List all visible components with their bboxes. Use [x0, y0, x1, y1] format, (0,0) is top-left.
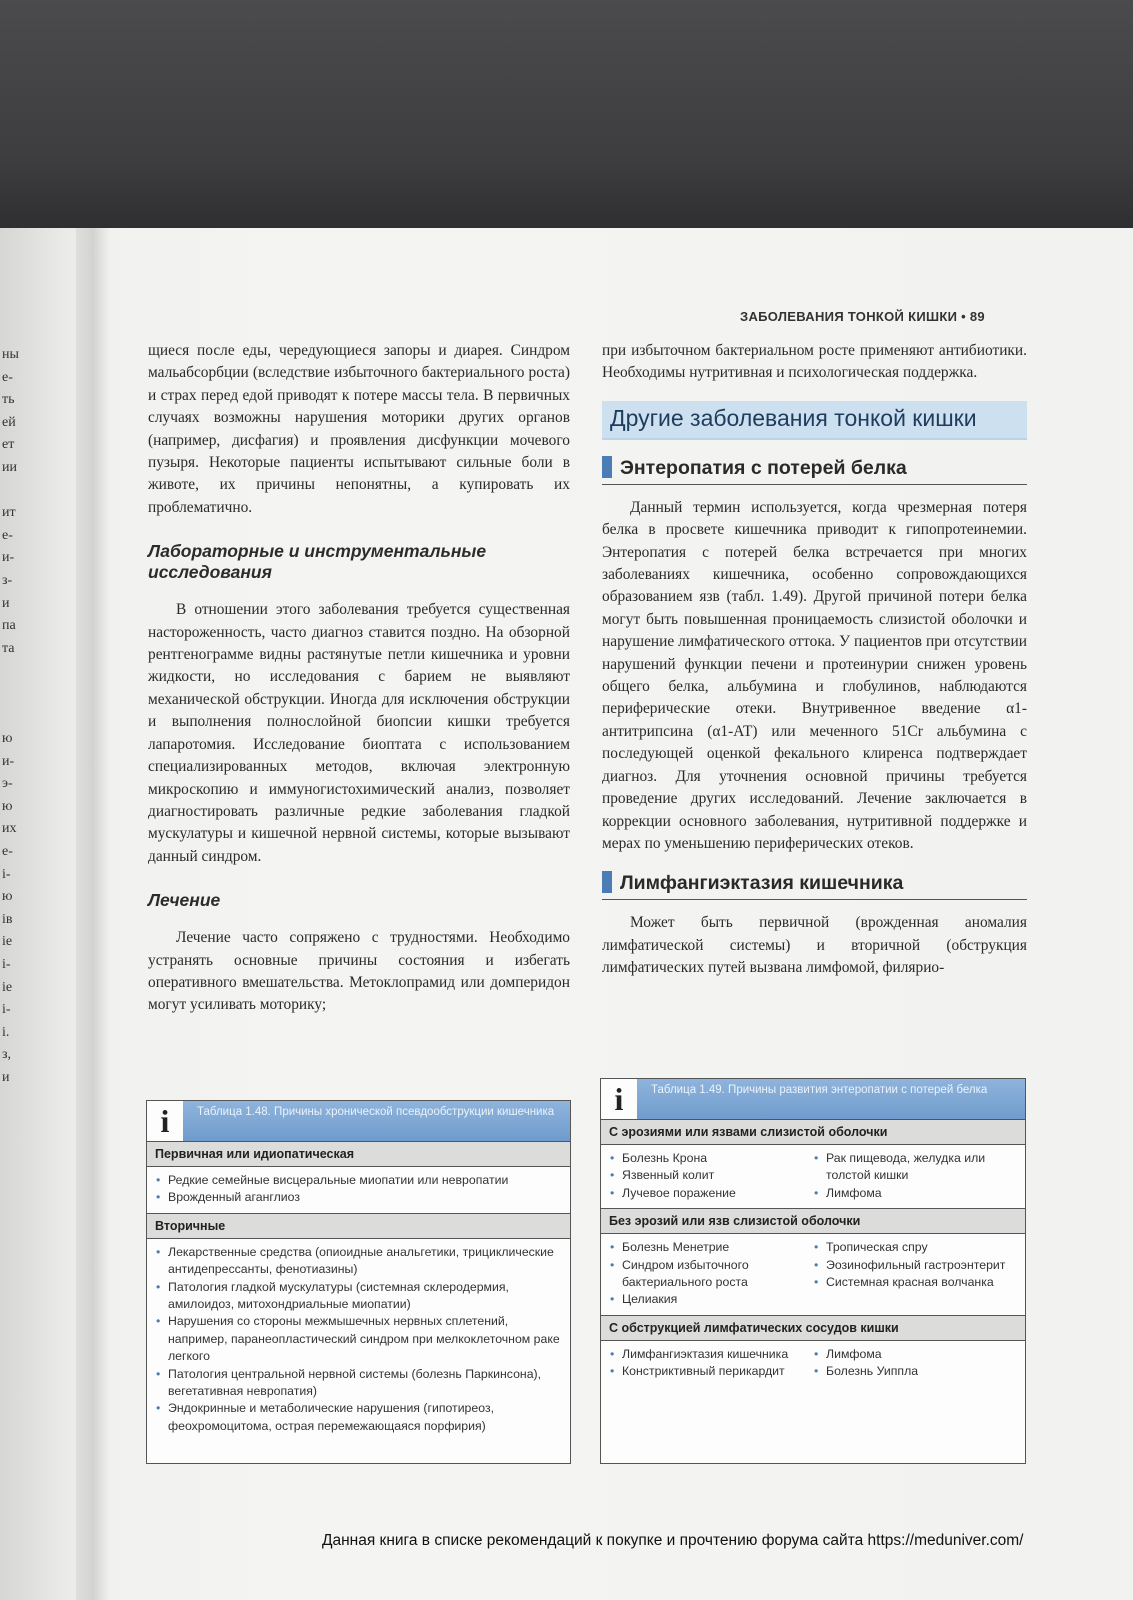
table-section-header: С обструкцией лимфатических сосудов кишки: [601, 1315, 1025, 1341]
page-fragment-text: ии: [2, 459, 17, 475]
page-fragment-text: з,: [2, 1047, 12, 1063]
table-list-item: • Болезнь Уиппла: [813, 1363, 1017, 1380]
page-fragment-text: з-: [2, 572, 13, 588]
right-paragraph-1: при избыточном бактериальном росте применяют антибиотики. Необходимы нутритивная и психологическая поддержка.: [602, 342, 1027, 382]
table-section-header: Без эрозий или язв слизистой оболочки: [601, 1208, 1025, 1234]
page-fragment-text: ю: [2, 731, 13, 747]
page-fragment-text: ей: [2, 414, 16, 430]
subheading-bar-icon: [602, 456, 612, 478]
table-title: Таблица 1.49. Причины развития энтеропатии с потерей белка: [637, 1079, 1025, 1119]
table-list-item: • Констриктивный перикардит: [609, 1363, 813, 1380]
right-column: [602, 340, 1027, 980]
table-list-item: • Лучевое поражение: [609, 1185, 813, 1202]
page-fragment-text: ит: [2, 505, 16, 521]
page-fragment-text: ів: [2, 911, 13, 927]
table-list-item: • Эозинофильный гастроэнтерит: [813, 1257, 1017, 1274]
table-title: Таблица 1.48. Причины хронической псевдообструкции кишечника: [183, 1101, 570, 1141]
table-list-item: • Тропическая спру: [813, 1239, 1017, 1256]
left-paragraph-2: В отношении этого заболевания требуется существенная настороженность, часто диагноз ставится поздно. На обзорной рентгенограмме видны растянутые петли кишечника и уровни жидкости, но исследования с барием не выявляют механической обструкции. Иногда для исключения обструкции и выполнения полнослойной биопсии кишки требуется лапаротомия. Исследование биоптата с использованием специализированных методов, включая электронную микроскопию и иммуногистохимический анализ, позволяет диагностировать различные редкие заболевания гладкой мускулатуры и кишечной нервной системы, которые вызывают данный синдром.: [148, 601, 570, 865]
page-fragment-text: и-: [2, 753, 15, 769]
page-fragment-text: ны: [2, 347, 19, 362]
table-section-header: Вторичные: [147, 1213, 570, 1239]
table-section-header: С эрозиями или язвами слизистой оболочки: [601, 1119, 1025, 1145]
right-paragraph-2: Данный термин используется, когда чрезмерная потеря белка в просвете кишечника приводит к гипопротеинемии. Энтеропатия с потерей белка встречается при многих заболеваниях кишечника, особенно сопровождающихся образованием язв (табл. 1.49). Другой причиной потери белка могут быть повышенная проницаемость слизистой оболочки и нарушение лимфатического оттока. У пациентов при отсутствии нарушений функции печени и протеинурии снижен уровень общего белка, альбумина и глобулинов, наблюдаются периферические отеки. Внутривенное введение α1-антитрипсина (α1-АТ) или меченного 51Cr альбумина с последующей оценкой фекального клиренса подтверждает диагноз. Для уточнения основной причины требуется проведение других исследований. Лечение заключается в коррекции основного заболевания, нутритивной поддержке и мерах по уменьшению периферических отеков.: [602, 498, 1027, 852]
lab-heading: Лабораторные и инструментальные исследования: [148, 541, 487, 583]
subheading-bar-icon: [602, 871, 612, 893]
left-paragraph-1: щиеся после еды, чередующиеся запоры и диарея. Синдром мальабсорбции (вследствие избыточного бактериального роста) и страх перед едой приводят к потере массы тела. В первичных случаях возможны нарушения моторики других органов (например, дисфагия) и проявления дисфункции мочевого пузыря. Некоторые пациенты испытывают сильные боли в животе, их причины непонятны, а купировать их проблематично.: [148, 342, 570, 516]
table-section-header: Первичная или идиопатическая: [147, 1141, 570, 1167]
subheading-protein-loss: [602, 454, 1027, 485]
table-list-item: • Целиакия: [609, 1291, 813, 1308]
table-list-item: • Патология гладкой мускулатуры (системная склеродермия, амилоидоз, митохондриальные миопатии): [155, 1279, 562, 1314]
page-fragment-text: ет: [2, 437, 15, 453]
table-list-item: • Лекарственные средства (опиоидные анальгетики, трициклические антидепрессанты, фенотиазины): [155, 1244, 562, 1279]
footer-note: Данная книга в списке рекомендаций к покупке и прочтению форума сайта https://meduniver.com/: [322, 1532, 1024, 1549]
table-list-item: • Рак пищевода, желудка или толстой кишки: [813, 1150, 1017, 1185]
page-fragment-text: е-: [2, 527, 13, 543]
table-list-item: • Болезнь Менетрие: [609, 1239, 813, 1256]
page-fragment-text: их: [2, 821, 17, 837]
table-1-49: [600, 1078, 1026, 1464]
subheading-text: Энтеропатия с потерей белка: [620, 456, 907, 479]
page-fragment-text: и: [2, 595, 10, 611]
table-list-item: • Нарушения со стороны межмышечных нервных сплетений, например, паранеопластический синдром при мелкоклеточном раке легкого: [155, 1313, 562, 1365]
page-fragment-text: та: [2, 640, 15, 656]
info-icon: i: [614, 1080, 624, 1117]
table-list-item: • Лимфома: [813, 1185, 1017, 1202]
table-list: [601, 1234, 1025, 1315]
table-1-48: [146, 1100, 571, 1464]
running-head: ЗАБОЛЕВАНИЯ ТОНКОЙ КИШКИ • 89: [740, 309, 985, 324]
table-list: [601, 1341, 1025, 1387]
table-list-item: • Болезнь Крона: [609, 1150, 813, 1167]
table-list-item: • Редкие семейные висцеральные миопатии или невропатии: [155, 1172, 562, 1189]
page-fragment-text: [2, 480, 30, 503]
left-paragraph-3: Лечение часто сопряжено с трудностями. Необходимо устранять основные причины состояния и избегать оперативного вмешательства. Метоклопрамид или домперидон могут усиливать моторику;: [148, 929, 570, 1014]
table-header: [147, 1101, 570, 1141]
previous-page-fragments: [2, 344, 30, 1090]
scanner-background: [0, 0, 1133, 232]
subheading-lymphangiectasia: [602, 869, 1027, 900]
page-fragment-text: і-: [2, 866, 11, 882]
page-fragment-text: ю: [2, 798, 13, 814]
page-fragment-text: і.: [2, 1024, 10, 1040]
page-fragment-text: и: [2, 1070, 10, 1085]
right-paragraph-3: Может быть первичной (врожденная аномалия лимфатической системы) и вторичной (обструкция лимфатических путей вызвана лимфомой, филярио-: [602, 914, 1027, 977]
page-fragment-text: и-: [2, 550, 15, 566]
table-list-item: • Эндокринные и метаболические нарушения (гипотиреоз, феохромоцитома, острая перемежающаяся порфирия): [155, 1400, 562, 1435]
page-fragment-text: [2, 683, 30, 706]
page-fragment-text: іе: [2, 934, 13, 950]
table-list-item: • Синдром избыточного бактериального роста: [609, 1257, 813, 1292]
page-fragment-text: ю: [2, 889, 13, 905]
page-fragment-text: па: [2, 618, 16, 634]
page-fragment-text: е-: [2, 844, 13, 860]
page-fragment-text: [2, 660, 30, 683]
book-spine-shadow: [76, 228, 110, 1600]
left-column: [148, 340, 570, 1017]
page-fragment-text: э-: [2, 776, 13, 792]
page-fragment-text: іе: [2, 979, 13, 995]
table-list-item: • Врожденный аганглиоз: [155, 1189, 562, 1206]
page-fragment-text: [2, 706, 30, 729]
info-icon: i: [160, 1102, 170, 1139]
table-list: [147, 1239, 570, 1441]
page-fragment-text: е-: [2, 369, 13, 385]
table-list: [147, 1167, 570, 1213]
table-header: [601, 1079, 1025, 1119]
table-list-item: • Язвенный колит: [609, 1167, 813, 1184]
treatment-heading: Лечение: [148, 890, 221, 911]
table-list-item: • Системная красная волчанка: [813, 1274, 1017, 1291]
page-fragment-text: ть: [2, 392, 15, 408]
table-list-item: • Лимфангиэктазия кишечника: [609, 1346, 813, 1363]
table-list-item: • Патология центральной нервной системы (болезнь Паркинсона), вегетативная невропатия): [155, 1366, 562, 1401]
subheading-text: Лимфангиэктазия кишечника: [620, 872, 904, 895]
page-fragment-text: і-: [2, 1002, 11, 1018]
table-list: [601, 1145, 1025, 1208]
table-list-item: • Лимфома: [813, 1346, 1017, 1363]
section-banner: Другие заболевания тонкой кишки: [602, 401, 1027, 440]
page-fragment-text: і-: [2, 957, 11, 973]
